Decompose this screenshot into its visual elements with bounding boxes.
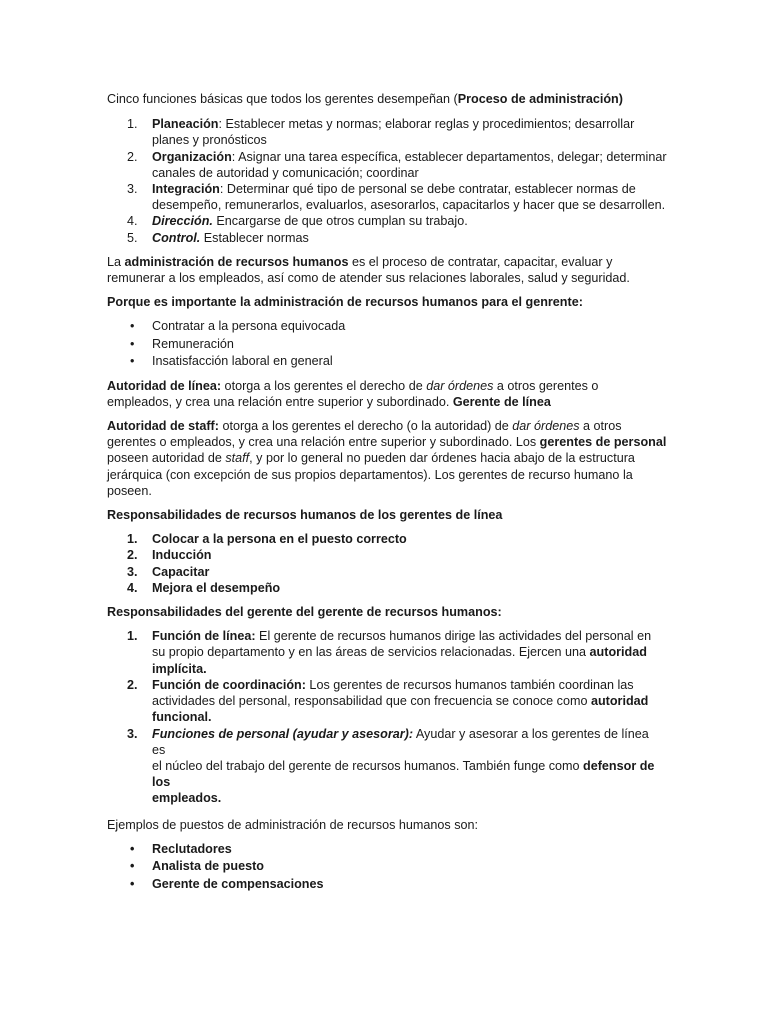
list-item: 3. Funciones de personal (ayudar y asesorar): Ayudar y asesorar a los gerentes de línea es el núcleo del trabajo del gerente de recursos humanos. También funge como defensor de los empleados. — [127, 726, 655, 806]
list-item: 5. Control. Establecer normas — [127, 230, 309, 245]
resp-rh-list — [107, 628, 667, 806]
resp-linea-heading: Responsabilidades de recursos humanos de los gerentes de línea — [107, 508, 503, 523]
list-item: 1. Colocar a la persona en el puesto correcto — [127, 532, 407, 547]
intro-paragraph: Cinco funciones básicas que todos los gerentes desempeñan (Proceso de administración) — [107, 92, 623, 106]
examples-list — [107, 841, 667, 892]
list-item: 1. Función de línea: El gerente de recursos humanos dirige las actividades del personal en su propio departamento y en las áreas de servicios relacionadas. Ejercen una autoridad implícita. — [127, 629, 652, 676]
list-item: • Gerente de compensaciones — [130, 876, 324, 891]
list-item: 2. Inducción — [127, 548, 212, 563]
list-item: 1. Planeación: Establecer metas y normas; elaborar reglas y procedimientos; desarrollar planes y pronósticos — [127, 117, 635, 148]
examples-heading: Ejemplos de puestos de administración de recursos humanos son: — [107, 817, 479, 832]
list-item: • Reclutadores — [130, 841, 232, 856]
list-item: • Contratar a la persona equivocada — [130, 319, 346, 334]
list-item: 3. Capacitar — [127, 564, 210, 579]
importance-list — [107, 318, 667, 369]
list-item: 2. Función de coordinación: Los gerentes de recursos humanos también coordinan las actividades del personal, responsabilidad que con frecuencia se conoce como autoridad funcional. — [127, 677, 649, 725]
functions-list — [107, 116, 667, 246]
resp-linea-list — [107, 531, 667, 596]
list-item: 3. Integración: Determinar qué tipo de personal se debe contratar, establecer normas de desempeño, remunerarlos, evaluarlos, asesorarlos, capacitarlos y hacer que se desarrollen. — [127, 182, 666, 213]
arh-definition: La administración de recursos humanos es el proceso de contratar, capacitar, evaluar y remunerar a los empleados, así como de atender sus relaciones laborales, salud y seguridad. — [107, 254, 630, 286]
linea-paragraph: Autoridad de línea: otorga a los gerentes el derecho de dar órdenes a otros gerentes o empleados, y crea una relación entre superior y subordinado. Gerente de línea — [107, 378, 599, 409]
list-item: 4. Mejora el desempeño — [127, 580, 281, 595]
document-body — [107, 91, 667, 893]
importance-heading: Porque es importante la administración de recursos humanos para el genrente: — [107, 295, 583, 310]
list-item: 4. Dirección. Encargarse de que otros cumplan su trabajo. — [127, 214, 468, 229]
list-item: • Analista de puesto — [130, 859, 264, 874]
staff-paragraph: Autoridad de staff: otorga a los gerentes el derecho (o la autoridad) de dar órdenes a otros gerentes o empleados, y crea una relación entre superior y subordinado. Los gerentes de personal poseen autoridad de staff, y por lo general no pueden dar órdenes hacia abajo de la estructura jerárquica (con excepción de sus propios departamentos). Los gerentes de recurso humano la poseen. — [107, 419, 667, 498]
list-item: • Remuneración — [130, 336, 234, 351]
list-item: • Insatisfacción laboral en general — [130, 354, 333, 369]
resp-rh-heading: Responsabilidades del gerente del gerente de recursos humanos: — [107, 605, 502, 620]
list-item: 2. Organización: Asignar una tarea específica, establecer departamentos, delegar; determinar canales de autoridad y comunicación; coordinar — [127, 149, 667, 180]
